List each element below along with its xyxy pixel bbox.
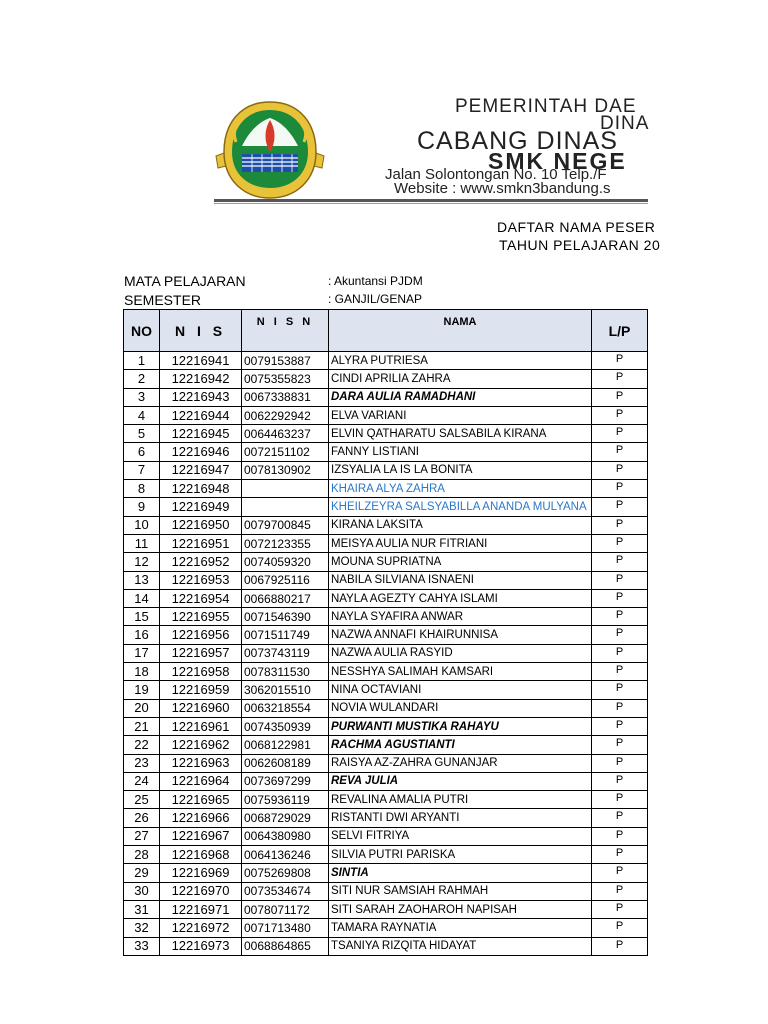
gender-cell: P	[592, 772, 648, 790]
row-number: 11	[124, 534, 160, 552]
name-cell: SELVI FITRIYA	[329, 827, 592, 845]
row-number: 18	[124, 663, 160, 681]
nis-cell: 12216969	[160, 864, 242, 882]
nisn-cell: 0075936119	[242, 791, 329, 809]
row-number: 9	[124, 498, 160, 516]
nisn-cell: 0066880217	[242, 589, 329, 607]
table-header-row	[124, 310, 648, 352]
nis-cell: 12216943	[160, 388, 242, 406]
school-website: Website : www.smkn3bandung.s	[394, 180, 611, 197]
nisn-cell: 0073743119	[242, 644, 329, 662]
gender-cell: P	[592, 608, 648, 626]
nisn-cell: 0067338831	[242, 388, 329, 406]
table-row	[124, 882, 648, 900]
table-row	[124, 681, 648, 699]
student-table	[123, 309, 648, 956]
nis-cell: 12216961	[160, 717, 242, 735]
gender-cell: P	[592, 480, 648, 498]
name-cell: REVA JULIA	[329, 772, 592, 790]
row-number: 14	[124, 589, 160, 607]
nisn-cell: 3062015510	[242, 681, 329, 699]
name-cell: DARA AULIA RAMADHANI	[329, 388, 592, 406]
gender-cell: P	[592, 589, 648, 607]
gender-cell: P	[592, 534, 648, 552]
name-cell: RAISYA AZ-ZAHRA GUNANJAR	[329, 754, 592, 772]
table-row	[124, 900, 648, 918]
name-cell: KHEILZEYRA SALSYABILLA ANANDA MULYANA	[329, 498, 592, 516]
nisn-cell: 0067925116	[242, 571, 329, 589]
name-cell: KIRANA LAKSITA	[329, 516, 592, 534]
nisn-cell: 0078311530	[242, 663, 329, 681]
row-number: 20	[124, 699, 160, 717]
nisn-cell: 0062608189	[242, 754, 329, 772]
table-row	[124, 534, 648, 552]
name-cell: MOUNA SUPRIATNA	[329, 553, 592, 571]
nisn-cell: 0075355823	[242, 370, 329, 388]
name-cell: NABILA SILVIANA ISNAENI	[329, 571, 592, 589]
nis-cell: 12216954	[160, 589, 242, 607]
academic-year: TAHUN PELAJARAN 20	[499, 237, 661, 253]
name-cell: SILVIA PUTRI PARISKA	[329, 846, 592, 864]
nis-cell: 12216942	[160, 370, 242, 388]
header-nisn: N I S N	[242, 310, 329, 352]
table-row	[124, 827, 648, 845]
gender-cell: P	[592, 626, 648, 644]
nis-cell: 12216944	[160, 406, 242, 424]
name-cell: RACHMA AGUSTIANTI	[329, 736, 592, 754]
nisn-cell: 0072123355	[242, 534, 329, 552]
row-number: 10	[124, 516, 160, 534]
table-row	[124, 809, 648, 827]
name-cell: ELVIN QATHARATU SALSABILA KIRANA	[329, 425, 592, 443]
subject-value: : Akuntansi PJDM	[328, 274, 423, 288]
table-row	[124, 717, 648, 735]
nisn-cell: 0079153887	[242, 352, 329, 370]
table-row	[124, 736, 648, 754]
row-number: 7	[124, 461, 160, 479]
nis-cell: 12216949	[160, 498, 242, 516]
letterhead-divider	[214, 199, 648, 202]
nis-cell: 12216945	[160, 425, 242, 443]
nis-cell: 12216966	[160, 809, 242, 827]
table-row	[124, 370, 648, 388]
gender-cell: P	[592, 352, 648, 370]
row-number: 23	[124, 754, 160, 772]
name-cell: IZSYALIA LA IS LA BONITA	[329, 461, 592, 479]
gender-cell: P	[592, 553, 648, 571]
nis-cell: 12216971	[160, 900, 242, 918]
nis-cell: 12216955	[160, 608, 242, 626]
table-row	[124, 516, 648, 534]
nis-cell: 12216951	[160, 534, 242, 552]
table-row	[124, 919, 648, 937]
name-cell: ELVA VARIANI	[329, 406, 592, 424]
row-number: 2	[124, 370, 160, 388]
name-cell: NAYLA SYAFIRA ANWAR	[329, 608, 592, 626]
gender-cell: P	[592, 681, 648, 699]
west-java-emblem-icon	[212, 98, 328, 202]
table-row	[124, 352, 648, 370]
gender-cell: P	[592, 461, 648, 479]
row-number: 15	[124, 608, 160, 626]
gender-cell: P	[592, 498, 648, 516]
nisn-cell: 0073534674	[242, 882, 329, 900]
name-cell: TSANIYA RIZQITA HIDAYAT	[329, 937, 592, 955]
nis-cell: 12216950	[160, 516, 242, 534]
row-number: 1	[124, 352, 160, 370]
row-number: 28	[124, 846, 160, 864]
table-row	[124, 644, 648, 662]
gender-cell: P	[592, 425, 648, 443]
nis-cell: 12216947	[160, 461, 242, 479]
header-nama: NAMA	[329, 310, 592, 352]
document-title: DAFTAR NAMA PESER	[497, 219, 656, 235]
table-row	[124, 461, 648, 479]
nisn-cell: 0074350939	[242, 717, 329, 735]
nis-cell: 12216973	[160, 937, 242, 955]
table-row	[124, 791, 648, 809]
nisn-cell: 0062292942	[242, 406, 329, 424]
gender-cell: P	[592, 699, 648, 717]
table-row	[124, 754, 648, 772]
row-number: 29	[124, 864, 160, 882]
nis-cell: 12216948	[160, 480, 242, 498]
nis-cell: 12216964	[160, 772, 242, 790]
row-number: 26	[124, 809, 160, 827]
nis-cell: 12216968	[160, 846, 242, 864]
letterhead-divider-thin	[214, 203, 648, 204]
name-cell: NOVIA WULANDARI	[329, 699, 592, 717]
gender-cell: P	[592, 937, 648, 955]
name-cell: NAZWA AULIA RASYID	[329, 644, 592, 662]
name-cell: NESSHYA SALIMAH KAMSARI	[329, 663, 592, 681]
nis-cell: 12216965	[160, 791, 242, 809]
row-number: 5	[124, 425, 160, 443]
row-number: 24	[124, 772, 160, 790]
name-cell: PURWANTI MUSTIKA RAHAYU	[329, 717, 592, 735]
table-row	[124, 626, 648, 644]
table-row	[124, 553, 648, 571]
letterhead-line-1: PEMERINTAH DAE	[455, 96, 637, 117]
nis-cell: 12216972	[160, 919, 242, 937]
table-row	[124, 772, 648, 790]
name-cell: NAYLA AGEZTY CAHYA ISLAMI	[329, 589, 592, 607]
nisn-cell: 0063218554	[242, 699, 329, 717]
row-number: 4	[124, 406, 160, 424]
nis-cell: 12216953	[160, 571, 242, 589]
gender-cell: P	[592, 370, 648, 388]
row-number: 8	[124, 480, 160, 498]
table-row	[124, 937, 648, 955]
semester-label: SEMESTER	[124, 292, 202, 308]
nis-cell: 12216960	[160, 699, 242, 717]
name-cell: KHAIRA ALYA ZAHRA	[329, 480, 592, 498]
gender-cell: P	[592, 846, 648, 864]
row-number: 33	[124, 937, 160, 955]
row-number: 22	[124, 736, 160, 754]
name-cell: NINA OCTAVIANI	[329, 681, 592, 699]
gender-cell: P	[592, 882, 648, 900]
name-cell: TAMARA RAYNATIA	[329, 919, 592, 937]
table-row	[124, 699, 648, 717]
row-number: 25	[124, 791, 160, 809]
nisn-cell: 0079700845	[242, 516, 329, 534]
nisn-cell	[242, 498, 329, 516]
row-number: 17	[124, 644, 160, 662]
nis-cell: 12216946	[160, 443, 242, 461]
nis-cell: 12216956	[160, 626, 242, 644]
gender-cell: P	[592, 443, 648, 461]
school-address: Jalan Solontongan No. 10 Telp./F	[385, 166, 607, 183]
nisn-cell: 0078130902	[242, 461, 329, 479]
table-row	[124, 480, 648, 498]
name-cell: NAZWA ANNAFI KHAIRUNNISA	[329, 626, 592, 644]
subject-label: MATA PELAJARAN	[124, 273, 246, 289]
nisn-cell: 0072151102	[242, 443, 329, 461]
name-cell: FANNY LISTIANI	[329, 443, 592, 461]
name-cell: SITI NUR SAMSIAH RAHMAH	[329, 882, 592, 900]
nis-cell: 12216970	[160, 882, 242, 900]
table-row	[124, 443, 648, 461]
nis-cell: 12216962	[160, 736, 242, 754]
gender-cell: P	[592, 919, 648, 937]
gender-cell: P	[592, 388, 648, 406]
table-row	[124, 388, 648, 406]
nisn-cell: 0075269808	[242, 864, 329, 882]
name-cell: MEISYA AULIA NUR FITRIANI	[329, 534, 592, 552]
header-nis: N I S	[160, 310, 242, 352]
gender-cell: P	[592, 791, 648, 809]
semester-value: : GANJIL/GENAP	[328, 292, 423, 306]
name-cell: RISTANTI DWI ARYANTI	[329, 809, 592, 827]
gender-cell: P	[592, 900, 648, 918]
gender-cell: P	[592, 864, 648, 882]
row-number: 19	[124, 681, 160, 699]
gender-cell: P	[592, 516, 648, 534]
gender-cell: P	[592, 736, 648, 754]
gender-cell: P	[592, 644, 648, 662]
table-row	[124, 663, 648, 681]
gender-cell: P	[592, 663, 648, 681]
nisn-cell: 0073697299	[242, 772, 329, 790]
nisn-cell: 0068864865	[242, 937, 329, 955]
row-number: 31	[124, 900, 160, 918]
gender-cell: P	[592, 717, 648, 735]
nis-cell: 12216952	[160, 553, 242, 571]
nisn-cell: 0064463237	[242, 425, 329, 443]
school-name: SMK NEGE	[488, 148, 627, 174]
nisn-cell: 0064136246	[242, 846, 329, 864]
table-row	[124, 571, 648, 589]
letterhead-line-2: DINA	[600, 113, 650, 134]
row-number: 3	[124, 388, 160, 406]
table-row	[124, 846, 648, 864]
letterhead-line-3: CABANG DINAS	[417, 127, 618, 155]
row-number: 12	[124, 553, 160, 571]
row-number: 32	[124, 919, 160, 937]
gender-cell: P	[592, 809, 648, 827]
table-row	[124, 608, 648, 626]
nisn-cell	[242, 480, 329, 498]
nis-cell: 12216958	[160, 663, 242, 681]
name-cell: CINDI APRILIA ZAHRA	[329, 370, 592, 388]
name-cell: ALYRA PUTRIESA	[329, 352, 592, 370]
nisn-cell: 0071713480	[242, 919, 329, 937]
table-row	[124, 498, 648, 516]
nisn-cell: 0078071172	[242, 900, 329, 918]
table-row	[124, 425, 648, 443]
row-number: 6	[124, 443, 160, 461]
gender-cell: P	[592, 827, 648, 845]
row-number: 13	[124, 571, 160, 589]
nisn-cell: 0071546390	[242, 608, 329, 626]
name-cell: SITI SARAH ZAOHAROH NAPISAH	[329, 900, 592, 918]
name-cell: REVALINA AMALIA PUTRI	[329, 791, 592, 809]
nisn-cell: 0064380980	[242, 827, 329, 845]
table-row	[124, 406, 648, 424]
nis-cell: 12216967	[160, 827, 242, 845]
nis-cell: 12216941	[160, 352, 242, 370]
nisn-cell: 0071511749	[242, 626, 329, 644]
row-number: 16	[124, 626, 160, 644]
gender-cell: P	[592, 406, 648, 424]
table-row	[124, 864, 648, 882]
nis-cell: 12216959	[160, 681, 242, 699]
header-lp: L/P	[592, 310, 648, 352]
row-number: 21	[124, 717, 160, 735]
nis-cell: 12216957	[160, 644, 242, 662]
gender-cell: P	[592, 571, 648, 589]
nis-cell: 12216963	[160, 754, 242, 772]
nisn-cell: 0068122981	[242, 736, 329, 754]
nisn-cell: 0074059320	[242, 553, 329, 571]
row-number: 27	[124, 827, 160, 845]
nisn-cell: 0068729029	[242, 809, 329, 827]
gender-cell: P	[592, 754, 648, 772]
row-number: 30	[124, 882, 160, 900]
table-row	[124, 589, 648, 607]
name-cell: SINTIA	[329, 864, 592, 882]
header-no: NO	[124, 310, 160, 352]
